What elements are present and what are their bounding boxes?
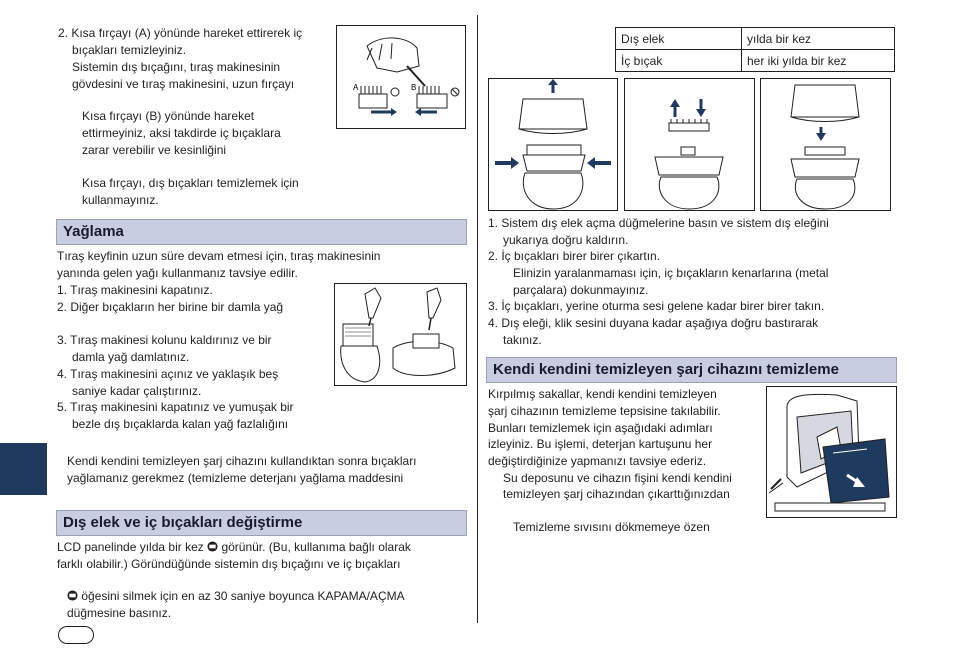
oiling-step: 3. Tıraş makinesi kolunu kaldırınız ve bir: [57, 333, 272, 347]
brush-note-line: zarar verebilir ve kesinliğini: [82, 143, 227, 157]
page-number-oval: [58, 626, 94, 644]
brush-note-line: ettirmeyiniz, aksi takdirde iç bıçaklara: [82, 126, 281, 140]
replace-line: [57, 539, 411, 556]
replace-line: düğmesine basınız.: [67, 606, 172, 620]
replace-line-part: görünür. (Bu, kullanıma bağlı olarak: [221, 540, 411, 554]
remove-inner-blades-figure: [624, 78, 755, 211]
table-cell: yılda bir kez: [742, 28, 895, 50]
charger-text: Kırpılmış sakallar, kendi kendini temizleyen: [488, 387, 717, 401]
oiling-illustration: [335, 284, 466, 385]
oiling-step: 4. Tıraş makinesini açınız ve yaklaşık beş: [57, 367, 279, 381]
replace-line-part: LCD panelinde yılda bir kez: [57, 540, 204, 554]
replace-step: 2. İç bıçakları birer birer çıkartın.: [488, 249, 661, 263]
table-row: [616, 50, 895, 72]
replace-line: [67, 588, 405, 605]
oiling-intro: Tıraş keyfinin uzun süre devam etmesi için, tıraş makinesinin: [57, 249, 381, 263]
section-side-tab: [0, 443, 47, 495]
brush-step-line: bıçakları temizleyiniz.: [72, 43, 187, 57]
charger-text: temizleyen şarj cihazından çıkarttığınızdan: [503, 487, 730, 501]
charger-illustration: [767, 387, 896, 517]
replace-step: 1. Sistem dış elek açma düğmelerine basın ve sistem dış eleğini: [488, 216, 829, 230]
shaver-head-icon: [67, 590, 78, 601]
replace-heading: Dış elek ve iç bıçakları değiştirme: [56, 510, 467, 536]
brush-note-line: kullanmayınız.: [82, 193, 159, 207]
charger-text: izleyiniz. Bu işlemi, deterjan kartuşunu her: [488, 437, 713, 451]
table-cell: Dış elek: [616, 28, 742, 50]
brush-note-line: Kısa fırçayı, dış bıçakları temizlemek için: [82, 176, 299, 190]
replace-step: yukarıya doğru kaldırın.: [503, 233, 629, 247]
charger-cleaning-heading: Kendi kendini temizleyen şarj cihazını temizleme: [486, 357, 897, 383]
oiling-note: Kendi kendini temizleyen şarj cihazını kullandıktan sonra bıçakları: [67, 454, 417, 468]
charger-text: değiştirdiğinize yapmanızı tavsiye ederiz.: [488, 454, 707, 468]
attach-outer-foil-illustration: [761, 79, 890, 210]
oiling-step: 1. Tıraş makinesini kapatınız.: [57, 283, 213, 297]
remove-outer-foil-illustration: [489, 79, 617, 210]
replace-step: takınız.: [503, 333, 542, 347]
oiling-intro: yanında gelen yağı kullanmanız tavsiye edilir.: [57, 266, 298, 280]
column-divider: [477, 15, 478, 623]
charger-note: Temizleme sıvısını dökmemeye özen: [513, 520, 710, 534]
table-cell: İç bıçak: [616, 50, 742, 72]
remove-inner-blades-illustration: [625, 79, 754, 210]
replace-line-part: öğesini silmek için en az 30 saniye boyunca KAPAMA/AÇMA: [81, 589, 405, 603]
oiling-note: yağlamanız gerekmez (temizleme deterjanı yağlama maddesini: [67, 471, 404, 485]
label-b: B: [411, 83, 417, 92]
brush-step-line: Sistemin dış bıçağını, tıraş makinesinin: [72, 60, 281, 74]
oiling-step: damla yağ damlatınız.: [72, 350, 190, 364]
charger-text: Su deposunu ve cihazın fişini kendi kendini: [503, 471, 732, 485]
oiling-step: bezle dış bıçaklarda kalan yağ fazlalığını: [72, 417, 289, 431]
oiling-step: saniye kadar çalıştırınız.: [72, 384, 202, 398]
replace-step: parçalara) dokunmayınız.: [513, 283, 649, 297]
remove-outer-foil-figure: [488, 78, 618, 211]
brush-cleaning-figure: [336, 25, 466, 129]
brush-cleaning-illustration: [337, 26, 465, 128]
replace-step: 3. İç bıçakları, yerine oturma sesi gelene kadar birer birer takın.: [488, 299, 825, 313]
oiling-figure: [334, 283, 467, 386]
attach-outer-foil-figure: [760, 78, 891, 211]
replace-step: Elinizin yaralanmaması için, iç bıçakların kenarlarına (metal: [513, 266, 829, 280]
replace-step: 4. Dış eleği, klik sesini duyana kadar aşağıya doğru bastırarak: [488, 316, 819, 330]
brush-step-line: gövdesini ve tıraş makinesini, uzun fırçayı: [72, 77, 295, 91]
replace-line: farklı olabilir.) Göründüğünde sistemin dış bıçağını ve iç bıçakları: [57, 557, 401, 571]
oiling-step: 2. Diğer bıçakların her birine bir damla yağ: [57, 300, 284, 314]
brush-step-line: 2. Kısa fırçayı (A) yönünde hareket ettirerek iç: [58, 26, 303, 40]
charger-text: Bunları temizlemek için aşağıdaki adımları: [488, 421, 713, 435]
shaver-head-icon: [207, 541, 218, 552]
replacement-frequency-table: [615, 27, 895, 72]
table-cell: her iki yılda bir kez: [742, 50, 895, 72]
charger-text: şarj cihazının temizleme tepsisine takılabilir.: [488, 404, 721, 418]
label-a: A: [353, 83, 359, 92]
table-row: [616, 28, 895, 50]
oiling-step: 5. Tıraş makinesini kapatınız ve yumuşak bir: [57, 400, 294, 414]
charger-figure: [766, 386, 897, 518]
brush-note-line: Kısa fırçayı (B) yönünde hareket: [82, 109, 255, 123]
oiling-heading: Yağlama: [56, 219, 467, 245]
